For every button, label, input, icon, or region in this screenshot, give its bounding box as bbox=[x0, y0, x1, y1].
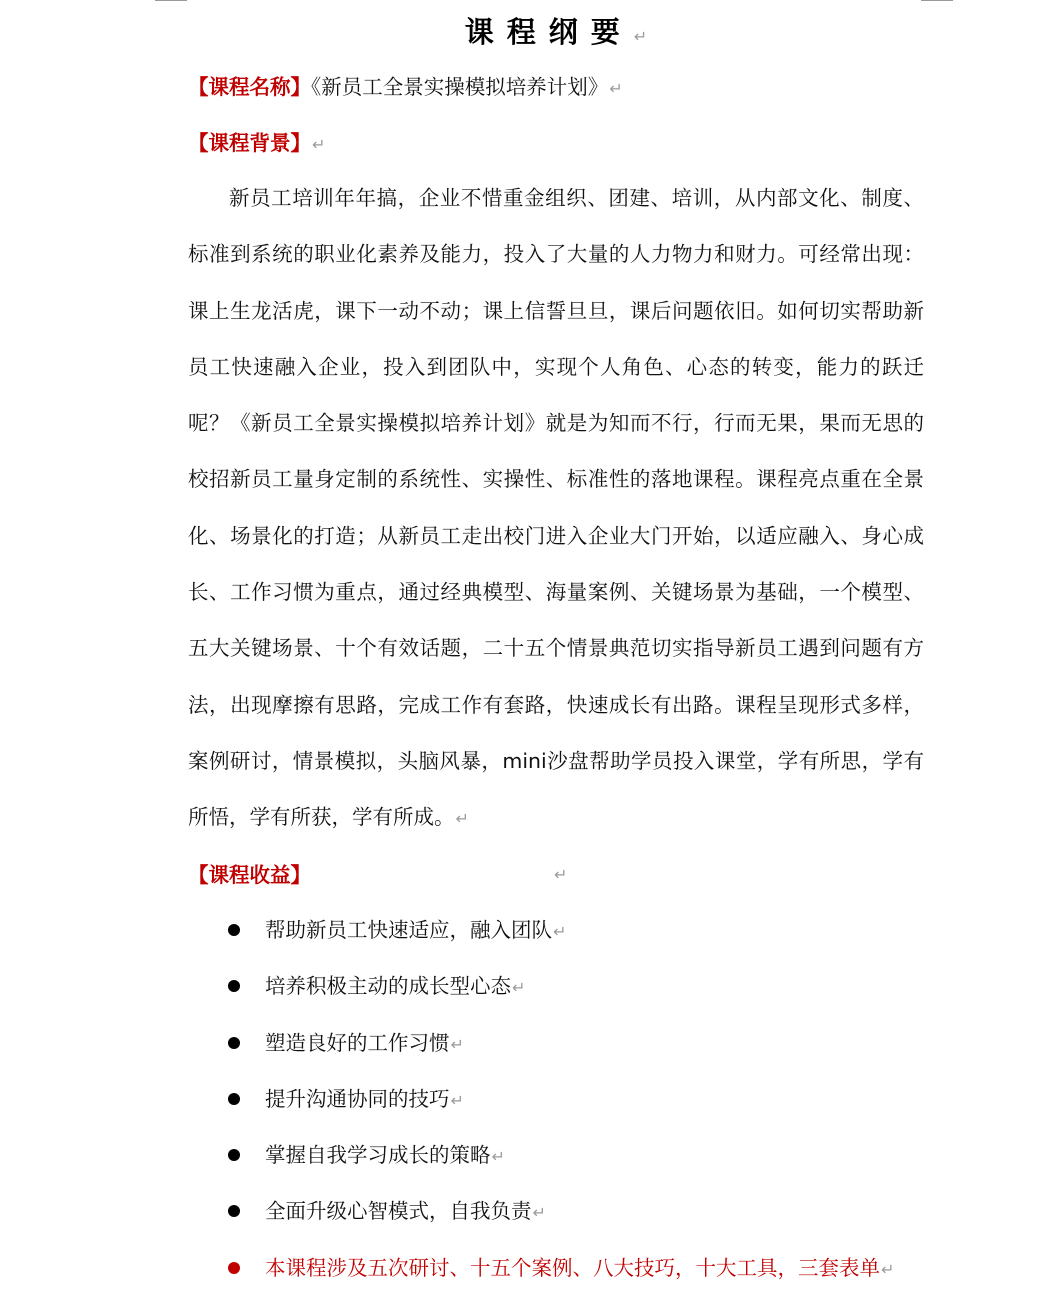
paragraph-mark: ↵ bbox=[881, 1259, 895, 1279]
bullet-dot-icon bbox=[228, 1149, 240, 1161]
page-corner-mark-left bbox=[155, 0, 187, 1]
bullet-dot-icon bbox=[228, 1262, 240, 1274]
bullet-dot-icon bbox=[228, 1205, 240, 1217]
paragraph-mark: ↵ bbox=[512, 978, 526, 998]
bullet-dot-icon bbox=[228, 1093, 240, 1105]
benefit-item-text: 塑造良好的工作习惯 bbox=[265, 1030, 450, 1055]
bullet-dot-icon bbox=[228, 1037, 240, 1049]
course-name-label: 【课程名称】 bbox=[188, 75, 311, 99]
paragraph-mark: ↵ bbox=[312, 135, 326, 154]
paragraph-mark: ↵ bbox=[553, 922, 567, 941]
paragraph-mark: ↵ bbox=[450, 1090, 464, 1110]
course-benefits-list bbox=[228, 902, 928, 1296]
benefit-item-text: 全面升级心智模式，自我负责 bbox=[265, 1199, 532, 1224]
course-name-line bbox=[188, 72, 623, 104]
benefit-item-text: 掌握自我学习成长的策略 bbox=[265, 1143, 491, 1168]
document-title bbox=[188, 12, 924, 57]
benefit-item-text: 提升沟通协同的技巧 bbox=[265, 1086, 450, 1111]
benefit-item bbox=[228, 1183, 928, 1239]
benefit-item bbox=[228, 1015, 928, 1071]
paragraph-mark: ↵ bbox=[554, 865, 568, 884]
paragraph-mark: ↵ bbox=[532, 1203, 546, 1223]
course-name-value: 《新员工全景实操模拟培养计划》 bbox=[311, 75, 609, 99]
course-benefits-heading bbox=[188, 860, 568, 890]
course-background-label: 【课程背景】 bbox=[188, 131, 311, 155]
benefit-item-highlighted bbox=[228, 1240, 928, 1296]
bullet-dot-icon bbox=[228, 980, 240, 992]
benefit-item-text: 培养积极主动的成长型心态 bbox=[265, 974, 511, 999]
course-background-heading bbox=[188, 128, 325, 160]
benefit-item-text: 帮助新员工快速适应，融入团队 bbox=[265, 918, 552, 942]
bullet-dot-icon bbox=[228, 924, 240, 936]
benefit-item bbox=[228, 1127, 928, 1183]
page-corner-mark-right bbox=[921, 0, 953, 1]
course-benefits-label: 【课程收益】 bbox=[188, 863, 311, 887]
course-background-paragraph bbox=[188, 170, 924, 848]
benefit-item-text: 本课程涉及五次研讨、十五个案例、八大技巧，十大工具，三套表单 bbox=[265, 1255, 880, 1280]
paragraph-mark: ↵ bbox=[455, 809, 469, 829]
course-background-text: 新员工培训年年搞，企业不惜重金组织、团建、培训，从内部文化、制度、标准到系统的职业化素养及能力，投入了大量的人力物力和财力。可经常出现：课上生龙活虎，课下一动不动；课上信誓旦旦，课后问题依旧。如何切实帮助新员工快速融入企业，投入到团队中，实现个人角色、心态的转变，能力的跃迁呢？《新员工全景实操模拟培养计划》就是为知而不行，行而无果，果而无思的校招新员工量身定制的系统性、实操性、标准性的落地课程。课程亮点重在全景化、场景化的打造；从新员工走出校门进入企业大门开始，以适应融入、身心成长、工作习惯为重点，通过经典模型、海量案例、关键场景为基础，一个模型、五大关键场景、十个有效话题，二十五个情景典范切实指导新员工遇到问题有方法，出现摩擦有思路，完成工作有套路，快速成长有出路。课程呈现形式多样，案例研讨，情景模拟，头脑风暴，mini沙盘帮助学员投入课堂，学有所思，学有所悟，学有所获，学有所成。 bbox=[188, 186, 924, 830]
paragraph-mark: ↵ bbox=[491, 1147, 505, 1167]
document-title-text: 课程纲要 bbox=[464, 15, 633, 49]
paragraph-mark: ↵ bbox=[609, 79, 623, 98]
benefit-item bbox=[228, 1071, 928, 1127]
paragraph-mark: ↵ bbox=[633, 27, 648, 46]
benefit-item bbox=[228, 958, 928, 1014]
benefit-item bbox=[228, 902, 928, 958]
paragraph-mark: ↵ bbox=[450, 1034, 464, 1054]
